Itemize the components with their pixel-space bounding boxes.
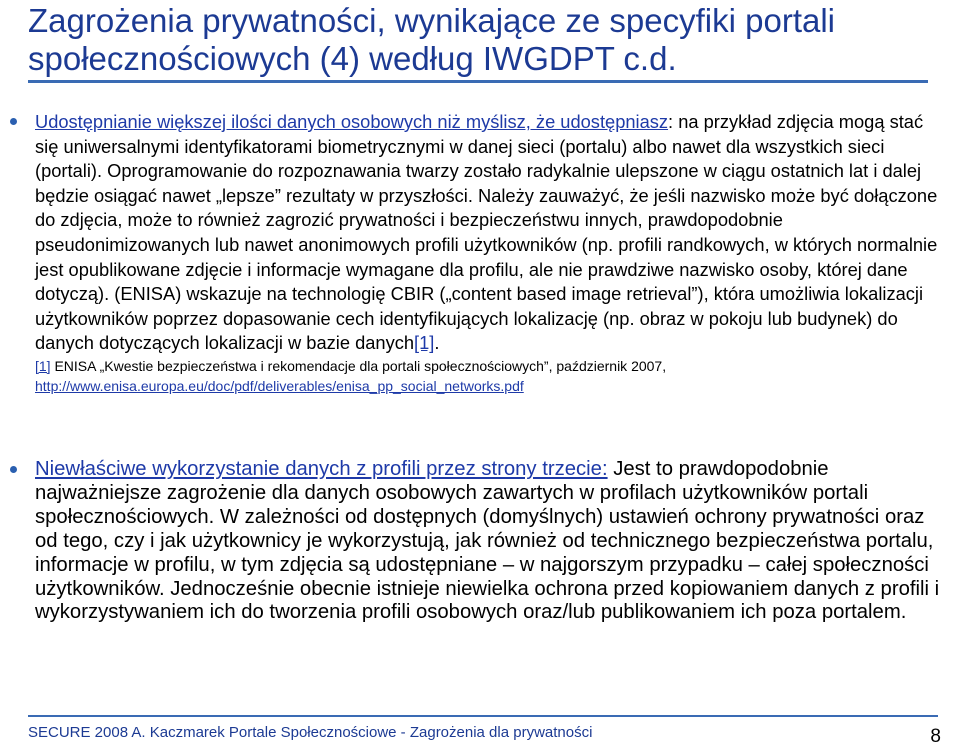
footnote-link[interactable]: [1] <box>414 332 435 354</box>
reference-text: ENISA „Kwestie bezpieczeństwa i rekomendacje dla portali społecznościowych”, październik 2007, <box>50 357 667 374</box>
bullet-1-heading[interactable]: Udostępnianie większej ilości danych osobowych niż myślisz, że udostępniasz <box>35 111 669 132</box>
bullet-icon <box>10 466 17 473</box>
bullet-2-body: Jest to prawdopodobnie najważniejsze zagrożenie dla danych osobowych zawartych w profilach użytkowników portali społecznościowych. W zależności od dostępnych (domyślnych) ustawień ochrony prywatności oraz od tego, czy i jak użytkownicy je wykorzystują, jak również od technicznego bezpieczeństwa portalu, informacje w profilu, w tym zdjęcia są udostępniane – w najgorszym przypadku – całej społeczności użytkowników. Jednocześnie obecnie istnieje niewielka ochrona przed kopiowaniem danych z profili i wykorzystywaniem ich do tworzenia profili osobowych oraz/lub publikowaniem ich poza portalem. <box>35 458 940 624</box>
reference-note <box>35 356 945 396</box>
title-divider <box>28 80 928 83</box>
bullet-1 <box>35 110 945 396</box>
reference-marker[interactable]: [1] <box>35 357 51 374</box>
bullet-icon <box>10 118 17 125</box>
page-number: 8 <box>930 726 941 747</box>
bullet-1-body: : na przykład zdjęcia mogą stać się uniwersalnymi identyfikatorami biometrycznymi w danej sieci (portalu) albo nawet dla wszystkich sieci (portali). Oprogramowanie do rozpoznawania twarzy zostało radykalnie ulepszone w ciągu ostatnich lat i dalej będzie osiągać nawet „lepsze” rezultaty w przyszłości. Należy zauważyć, że jeśli nazwisko może być dołączone do zdjęcia, może to również zagrozić prywatności i bezpieczeństwu innych, prawdopodobnie pseudonimizowanych lub nawet anonimowych profili użytkowników (np. profili randkowych, w których normalnie jest opublikowane zdjęcie i informacje wymagane dla profilu, ale nie prawdziwe nazwisko osoby, której dane dotyczą). (ENISA) wskazuje na technologię CBIR („content based image retrieval”), która umożliwia lokalizacji użytkowników poprzez dopasowanie cech identyfikujących lokalizację (np. obraz w pokoju lub budynek) do danych dotyczących lokalizacji w bazie danych <box>35 111 938 354</box>
bullet-2 <box>35 458 945 625</box>
footer-divider <box>28 715 938 717</box>
bullet-1-end: . <box>434 332 440 354</box>
bullet-2-heading[interactable]: Niewłaściwe wykorzystanie danych z profili przez strony trzecie: <box>35 458 608 480</box>
reference-url-link[interactable]: http://www.enisa.europa.eu/doc/pdf/deliverables/enisa_pp_social_networks.pdf <box>35 377 524 394</box>
slide-footer: SECURE 2008 A. Kaczmarek Portale Społecznościowe - Zagrożenia dla prywatności <box>28 724 593 741</box>
slide-title: Zagrożenia prywatności, wynikające ze specyfiki portali społecznościowych (4) według IWGDPT c.d. <box>28 2 836 77</box>
